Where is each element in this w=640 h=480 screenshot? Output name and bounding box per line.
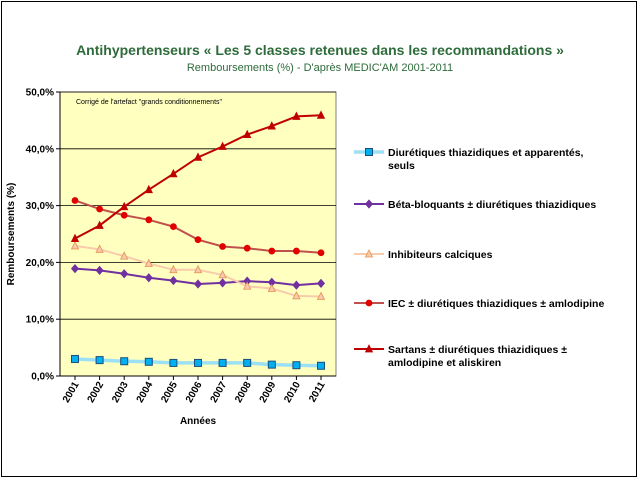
chart-title: Antihypertenseurs « Les 5 classes retenues dans les recommandations » (76, 42, 564, 58)
plot-area (60, 92, 336, 376)
chart-subtitle: Remboursements (%) - D'après MEDIC'AM 2001-2011 (186, 62, 454, 74)
x-tick-label: 2006 (183, 380, 205, 405)
series-4-point (244, 245, 250, 251)
series-4-point (220, 243, 226, 249)
x-axis-title: Années (179, 416, 217, 427)
series-1-point (293, 362, 300, 369)
x-tick-label: 2002 (85, 380, 107, 405)
x-tick-label: 2008 (233, 380, 254, 405)
series-1-point (195, 359, 202, 366)
y-tick-label: 30,0% (25, 201, 54, 213)
chart-note: Corrigé de l'artefact "grands conditionnements" (76, 99, 222, 106)
y-tick-label: 10,0% (25, 314, 54, 326)
series-1-point (72, 355, 79, 362)
series-1-point (145, 358, 152, 365)
legend-marker-1 (366, 149, 373, 156)
series-4-point (269, 248, 275, 254)
y-tick-label: 0,0% (31, 371, 54, 383)
series-4-point (318, 250, 324, 256)
x-tick-label: 2005 (159, 380, 180, 405)
legend-entry-2: Béta-bloquants ± diurétiques thiazidiques (388, 199, 597, 211)
x-tick-label: 2010 (282, 380, 303, 405)
y-axis-title: Remboursements (%) (6, 182, 17, 286)
series-1-point (318, 362, 325, 369)
x-tick-label: 2004 (134, 380, 156, 405)
series-1-point (219, 359, 226, 366)
series-1-point (96, 357, 103, 364)
x-tick-label: 2007 (208, 380, 230, 405)
legend-entry-5: Sartans ± diurétiques thiazidiques ± amlodipine et aliskiren (388, 344, 567, 369)
legend-entry-4: IEC ± diurétiques thiazidiques ± amlodipine (388, 298, 605, 310)
series-4-point (293, 248, 299, 254)
series-4-point (146, 217, 152, 223)
series-1-point (244, 359, 251, 366)
series-4-point (195, 237, 201, 243)
y-tick-label: 50,0% (25, 87, 54, 99)
legend-marker-4 (366, 300, 372, 306)
series-4-point (121, 212, 127, 218)
series-1-point (170, 359, 177, 366)
series-1-point (121, 358, 128, 365)
series-4-point (97, 206, 103, 212)
series-4-point (170, 224, 176, 230)
legend-entry-3: Inhibiteurs calciques (388, 249, 493, 261)
x-tick-label: 2009 (257, 380, 279, 405)
series-1-point (268, 361, 275, 368)
x-tick-label: 2001 (60, 380, 82, 405)
x-tick-label: 2003 (110, 380, 131, 405)
y-tick-label: 20,0% (25, 257, 54, 269)
series-4-point (72, 197, 78, 203)
legend-marker-2 (366, 200, 373, 208)
x-tick-label: 2011 (307, 380, 328, 405)
legend-entry-1: Diurétiques thiazidiques et apparentés, seuls (388, 147, 584, 172)
y-tick-label: 40,0% (25, 144, 54, 156)
